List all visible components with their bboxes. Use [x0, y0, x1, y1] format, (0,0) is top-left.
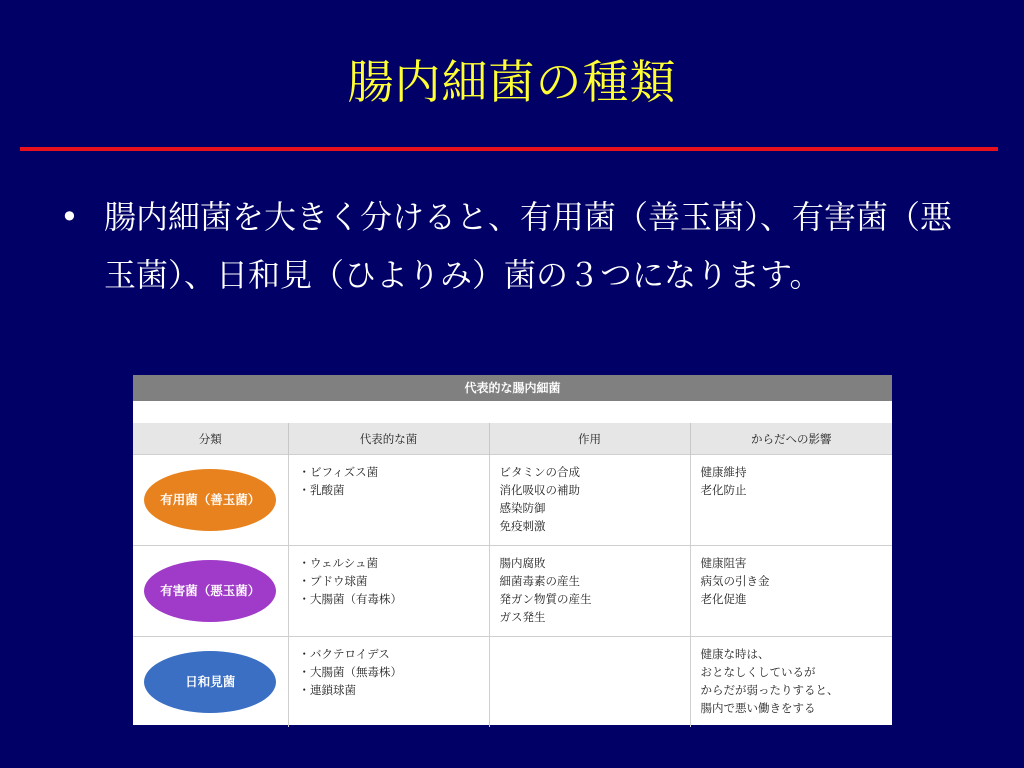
bacteria-table-image	[133, 375, 892, 725]
impact-cell	[690, 637, 892, 728]
effects-line: 腸内腐敗	[499, 556, 546, 570]
header-effects: 作用	[489, 423, 690, 455]
table-caption: 代表的な腸内細菌	[133, 375, 892, 401]
category-badge: 有用菌（善玉菌）	[144, 469, 276, 531]
impact-line: 腸内で悪い働きをする	[700, 701, 816, 715]
header-impact: からだへの影響	[690, 423, 892, 455]
title-divider	[20, 147, 998, 151]
bacteria-line: ・ウェルシュ菌	[298, 556, 379, 570]
bacteria-cell	[288, 637, 489, 728]
bullet-marker: •	[60, 198, 79, 236]
category-cell	[133, 546, 288, 637]
category-badge: 有害菌（悪玉菌）	[144, 560, 276, 622]
category-cell	[133, 455, 288, 546]
effects-line: ガス発生	[499, 610, 546, 624]
impact-line: 健康維持	[700, 465, 747, 479]
bullet-text: 腸内細菌を大きく分けると、有用菌（善玉菌）、有害菌（悪玉菌）、日和見（ひよりみ）菌の３つになります。	[104, 198, 953, 294]
table-row	[133, 455, 892, 546]
bacteria-line: ・大腸菌（無毒株）	[298, 665, 402, 679]
effects-line: 細菌毒素の産生	[499, 574, 580, 588]
header-category: 分類	[133, 423, 288, 455]
impact-cell	[690, 546, 892, 637]
category-badge: 日和見菌	[144, 651, 276, 713]
bacteria-line: ・ブドウ球菌	[298, 574, 368, 588]
bacteria-cell	[288, 546, 489, 637]
table-row	[133, 546, 892, 637]
impact-line: からだが弱ったりすると、	[700, 683, 839, 697]
bacteria-cell	[288, 455, 489, 546]
bacteria-line: ・乳酸菌	[298, 483, 345, 497]
effects-cell	[489, 455, 690, 546]
bacteria-line: ・バクテロイデス	[298, 647, 390, 661]
bullet-point	[60, 188, 960, 304]
effects-line: 免疫刺激	[499, 519, 546, 533]
category-cell	[133, 637, 288, 728]
effects-line: 発ガン物質の産生	[499, 592, 592, 606]
impact-cell	[690, 455, 892, 546]
effects-cell	[489, 546, 690, 637]
effects-line: 感染防御	[499, 501, 546, 515]
effects-cell	[489, 637, 690, 728]
table-header-row	[133, 423, 892, 455]
header-bacteria: 代表的な菌	[288, 423, 489, 455]
table-row	[133, 637, 892, 728]
bacteria-line: ・連鎖球菌	[298, 683, 356, 697]
impact-line: 健康阻害	[700, 556, 747, 570]
impact-line: 病気の引き金	[700, 574, 770, 588]
impact-line: 老化防止	[700, 483, 747, 497]
effects-line: 消化吸収の補助	[499, 483, 580, 497]
slide-title: 腸内細菌の種類	[347, 55, 677, 109]
effects-line: ビタミンの合成	[499, 465, 580, 479]
impact-line: おとなしくしているが	[700, 665, 816, 679]
impact-line: 老化促進	[700, 592, 747, 606]
bacteria-line: ・大腸菌（有毒株）	[298, 592, 402, 606]
bacteria-table	[133, 423, 892, 727]
impact-line: 健康な時は、	[700, 647, 770, 661]
bacteria-line: ・ビフィズス菌	[298, 465, 379, 479]
